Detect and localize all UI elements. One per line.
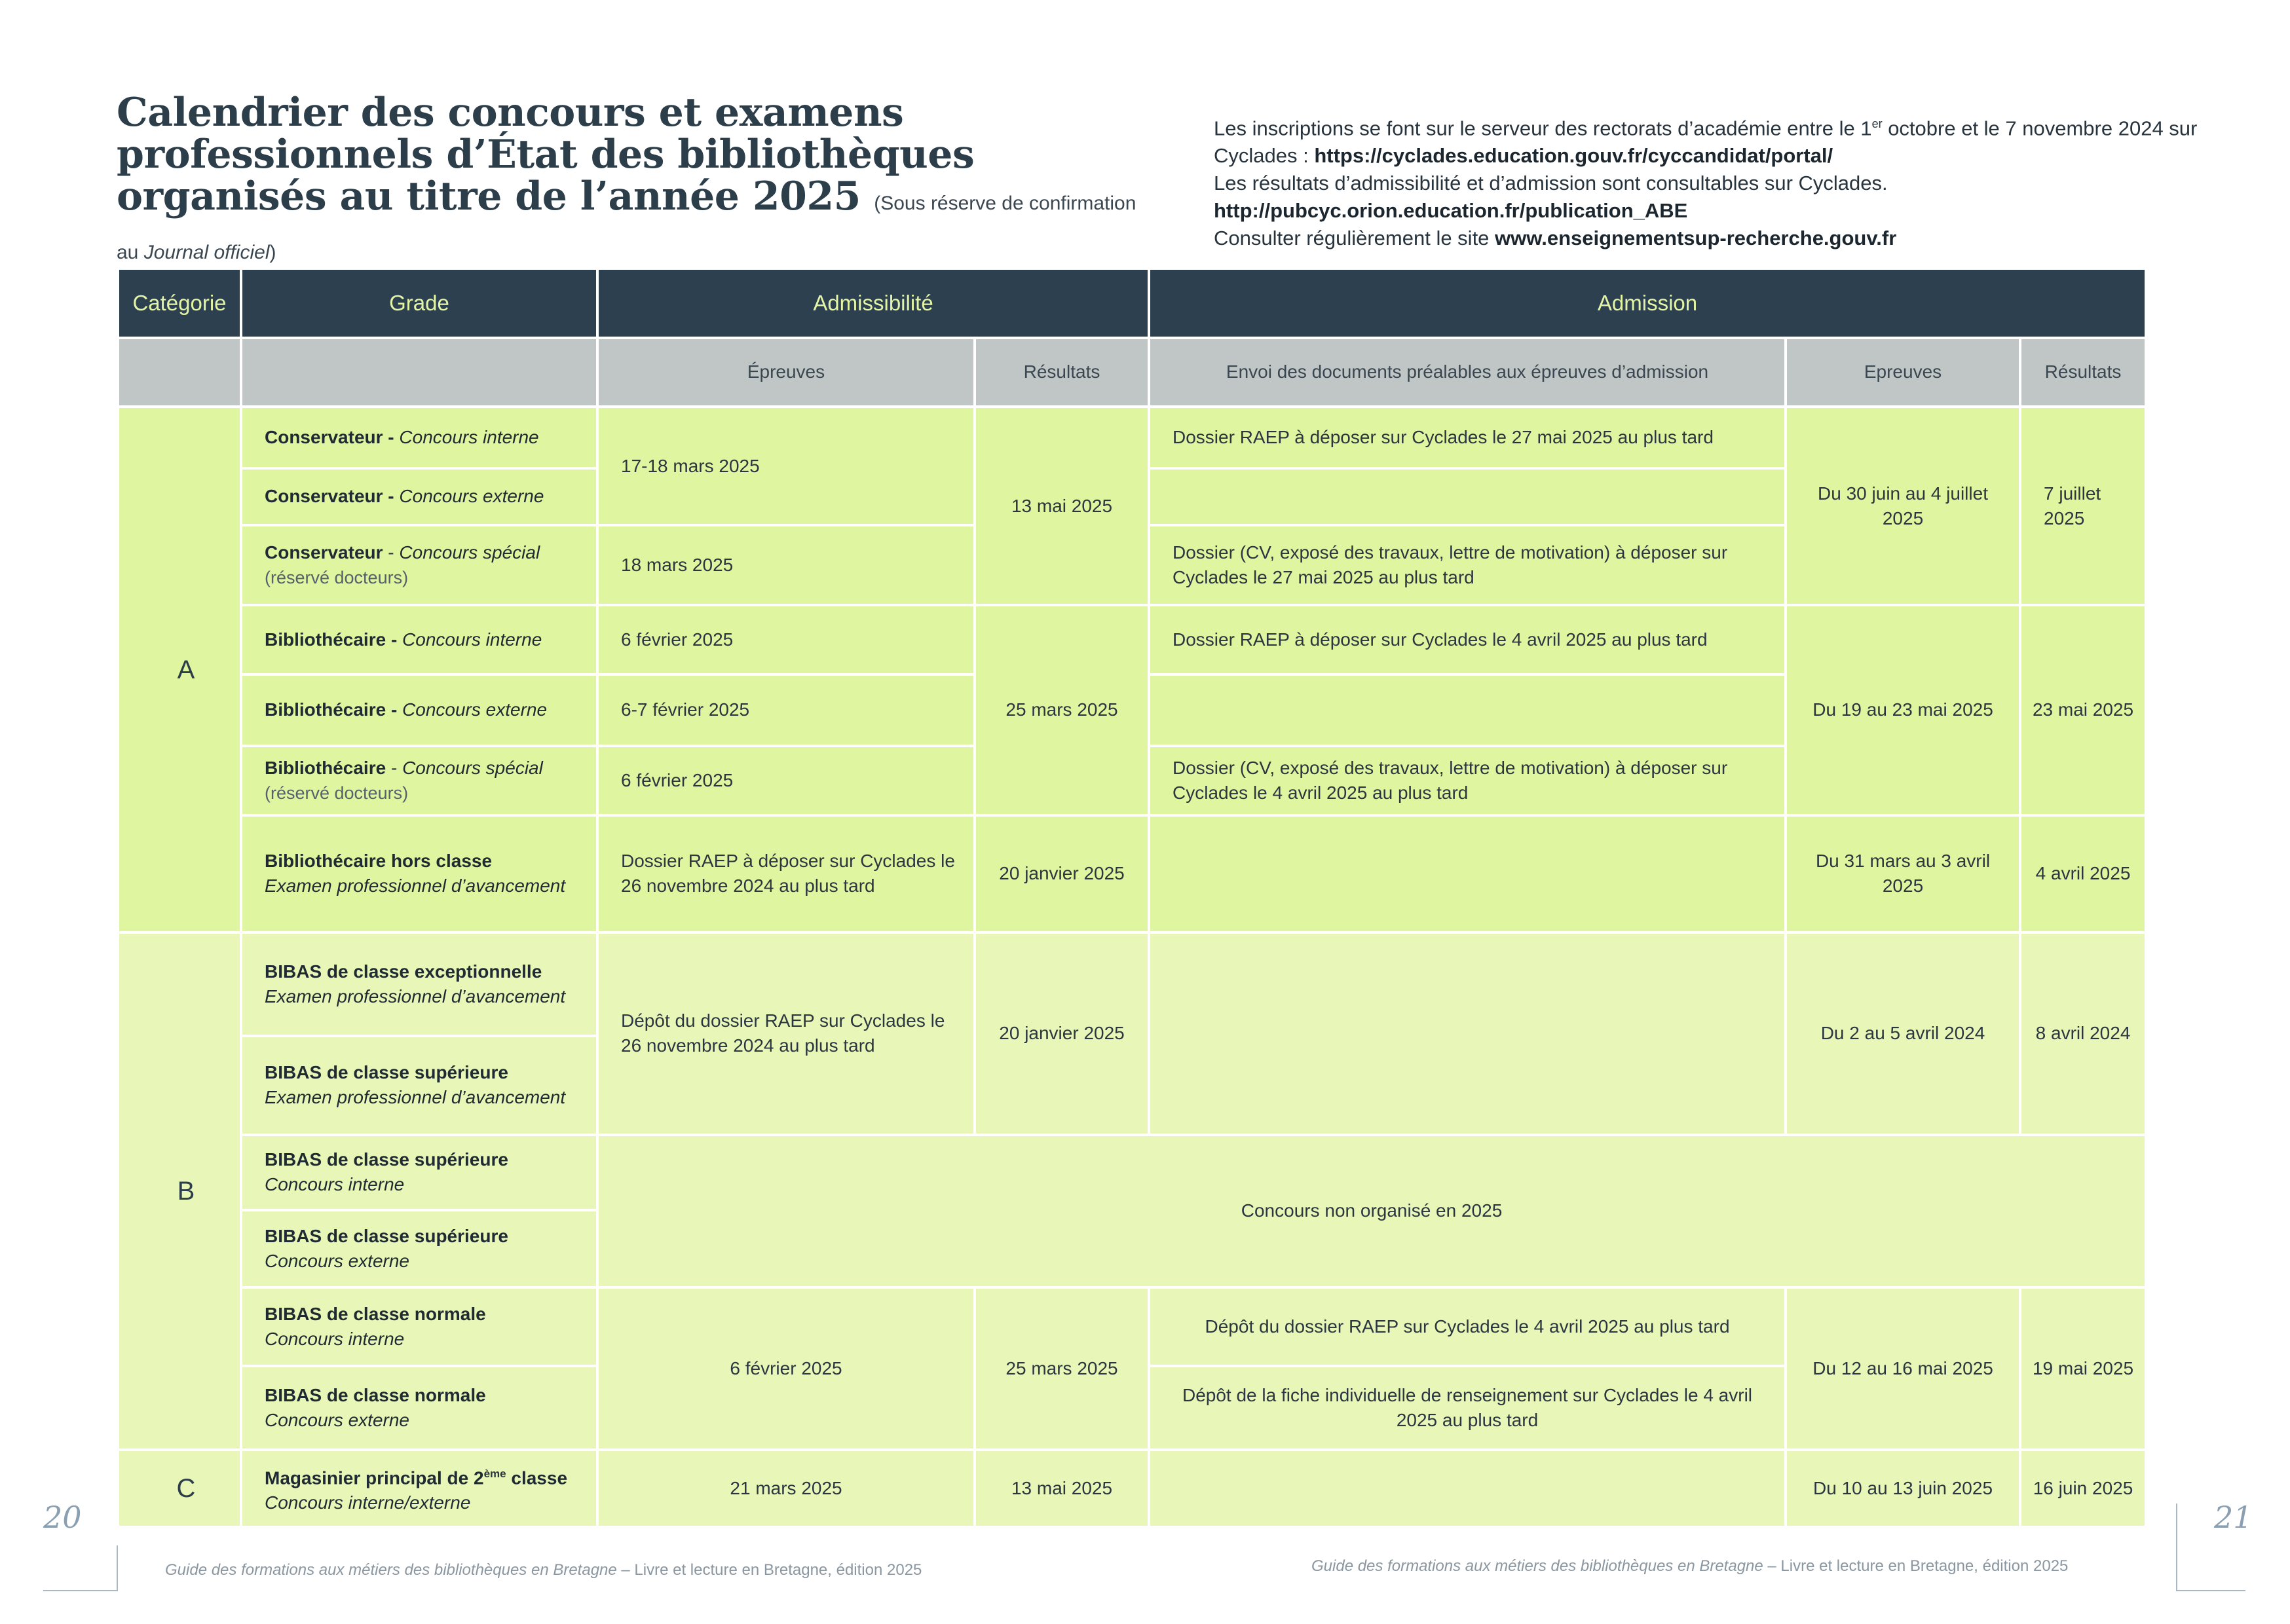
page-number-right: 21 [2214,1500,2253,1535]
grade-type: Concours spécial [399,542,540,563]
admissibilite-epreuves: 6 février 2025 [597,746,975,815]
grade-name: BIBAS de classe supérieure [265,1226,508,1247]
info-line-3: Les résultats d’admissibilité et d’admission sont consultables sur Cyclades. [1214,172,1888,195]
grade-cell [241,1450,597,1527]
grade-name: BIBAS de classe normale [265,1304,486,1325]
grade-name: BIBAS de classe normale [265,1385,486,1406]
admissibilite-resultats: 13 mai 2025 [975,407,1149,605]
calendar-table [117,267,2147,1528]
admission-epreuves: Du 19 au 23 mai 2025 [1786,605,2020,815]
admissibilite-epreuves: 17-18 mars 2025 [597,407,975,525]
footer-right [1311,1557,2068,1576]
grade-sep: - [386,758,403,779]
admissibilite-resultats: 25 mars 2025 [975,1287,1149,1450]
page-title-text: Calendrier des concours et examens professionnels d’État des bibliothèques organisés au titre de l’année 2025 [117,90,975,219]
table-header-row [118,268,2146,338]
grade-sep: - [383,542,400,563]
info-block [1214,110,2236,252]
grade-name: Bibliothécaire [265,758,386,779]
non-organise-cell: Concours non organisé en 2025 [597,1135,2146,1288]
category-b: B [118,932,241,1450]
grade-name-end: classe [506,1467,568,1488]
admission-resultats: 7 juillet 2025 [2020,407,2146,605]
admission-epreuves: Du 10 au 13 juin 2025 [1786,1450,2020,1527]
subheader-resultats-admission: Résultats [2020,338,2146,407]
grade-name-sup: ème [483,1467,506,1480]
grade-cell [241,1366,597,1450]
subheader-envoi: Envoi des documents préalables aux épreuves d’admission [1149,338,1786,407]
grade-type: Concours externe [265,1251,410,1272]
grade-cell [241,1135,597,1211]
grade-name: BIBAS de classe supérieure [265,1149,508,1170]
info-line-4 [1214,197,2236,225]
admissibilite-epreuves: Dépôt du dossier RAEP sur Cyclades le 26 novembre 2024 au plus tard [597,932,975,1135]
category-c: C [118,1450,241,1527]
admission-envoi: Dossier RAEP à déposer sur Cyclades le 4 avril 2025 au plus tard [1149,605,1786,674]
info-line-1-sup: er [1871,117,1883,130]
admission-epreuves: Du 31 mars au 3 avril 2025 [1786,815,2020,932]
info-line-5 [1214,225,2236,252]
admission-envoi: Dépôt du dossier RAEP sur Cyclades le 4 avril 2025 au plus tard [1149,1287,1786,1366]
info-line-2a: Cyclades : [1214,144,1315,168]
grade-cell [241,525,597,605]
info-line-1 [1214,110,2236,142]
table-subheader-row [118,338,2146,407]
grade-type: Concours spécial [402,758,543,779]
grade-type: Concours interne [402,629,542,650]
grade-cell [241,468,597,525]
admissibilite-epreuves: 6 février 2025 [597,605,975,674]
admission-envoi-empty [1149,815,1786,932]
admission-epreuves: Du 2 au 5 avril 2024 [1786,932,2020,1135]
admission-resultats: 23 mai 2025 [2020,605,2146,815]
table-row [118,815,2146,932]
table-row [118,407,2146,468]
grade-name: Conservateur - [265,427,400,447]
admissibilite-resultats: 20 janvier 2025 [975,932,1149,1135]
grade-cell [241,1036,597,1134]
admission-epreuves: Du 12 au 16 mai 2025 [1786,1287,2020,1450]
admission-epreuves: Du 30 juin au 4 juillet 2025 [1786,407,2020,605]
grade-type: Concours interne/externe [265,1492,471,1513]
admissibilite-resultats: 25 mars 2025 [975,605,1149,815]
grade-type: Concours externe [402,699,548,720]
admission-envoi-empty [1149,1450,1786,1527]
grade-type: Concours interne [265,1174,405,1195]
admission-envoi-empty [1149,932,1786,1135]
footer-left [165,1561,922,1579]
reserve-prefix: (Sous réserve de confirmation au [117,193,1136,263]
admission-resultats: 16 juin 2025 [2020,1450,2146,1527]
reserve-italic: Journal officiel [143,242,270,263]
grade-type: Concours externe [399,486,544,507]
admission-envoi: Dossier RAEP à déposer sur Cyclades le 27 mai 2025 au plus tard [1149,407,1786,468]
admissibilite-epreuves: 6 février 2025 [597,1287,975,1450]
grade-type: Concours interne [399,427,539,447]
footer-right-italic: Guide des formations aux métiers des bibliothèques en Bretagne [1311,1557,1763,1575]
subheader-epreuves-admission: Epreuves [1786,338,2020,407]
grade-cell [241,674,597,747]
subheader-epreuves: Épreuves [597,338,975,407]
reserve-suffix: ) [269,242,276,263]
header-admissibilite: Admissibilité [597,268,1149,338]
admission-resultats: 19 mai 2025 [2020,1287,2146,1450]
page-number-left: 20 [43,1500,82,1535]
category-a: A [118,407,241,932]
grade-type: Examen professionnel d’avancement [265,1087,566,1108]
table-row [118,1287,2146,1366]
grade-name: Bibliothécaire - [265,629,403,650]
info-line-1b: octobre et le 7 novembre 2024 sur [1882,117,2198,140]
grade-name: Conservateur - [265,486,400,507]
grade-name: BIBAS de classe supérieure [265,1062,508,1083]
table-row [118,1450,2146,1527]
admission-resultats: 4 avril 2025 [2020,815,2146,932]
admissibilite-epreuves: 21 mars 2025 [597,1450,975,1527]
admission-envoi-empty [1149,674,1786,747]
info-line-2 [1214,142,2236,170]
grade-cell [241,746,597,815]
grade-cell [241,605,597,674]
admission-envoi: Dépôt de la fiche individuelle de renseignement sur Cyclades le 4 avril 2025 au plus tard [1149,1366,1786,1450]
admission-envoi: Dossier (CV, exposé des travaux, lettre de motivation) à déposer sur Cyclades le 27 mai 2025 au plus tard [1149,525,1786,605]
cyclades-link[interactable]: https://cyclades.education.gouv.fr/cyccandidat/portal/ [1314,144,1833,168]
grade-cell [241,932,597,1036]
footer-left-italic: Guide des formations aux métiers des bibliothèques en Bretagne [165,1561,617,1579]
header-grade: Grade [241,268,597,338]
table-row [118,1135,2146,1211]
corner-mark-right [2176,1504,2245,1591]
header-admission: Admission [1149,268,2146,338]
grade-cell [241,815,597,932]
admission-envoi-empty [1149,468,1786,525]
footer-right-rest: – Livre et lecture en Bretagne, édition 2025 [1763,1557,2069,1575]
grade-type: Examen professionnel d’avancement [265,876,566,896]
grade-type: Concours externe [265,1410,410,1431]
admissibilite-resultats: 13 mai 2025 [975,1450,1149,1527]
admissibilite-epreuves: Dossier RAEP à déposer sur Cyclades le 26 novembre 2024 au plus tard [597,815,975,932]
table-row [118,932,2146,1036]
header-categorie: Catégorie [118,268,241,338]
subheader-empty-1 [118,338,241,407]
corner-mark-left [43,1545,118,1591]
pubcyc-link[interactable]: http://pubcyc.orion.education.fr/publication_ABE [1214,199,1688,223]
grade-name: Conservateur [265,542,383,563]
grade-name: Bibliothécaire - [265,699,403,720]
grade-name: BIBAS de classe exceptionnelle [265,961,542,982]
table-row [118,605,2146,674]
grade-note: (réservé docteurs) [265,783,409,803]
subheader-empty-2 [241,338,597,407]
admissibilite-epreuves: 18 mars 2025 [597,525,975,605]
grade-note: (réservé docteurs) [265,568,409,588]
grade-name: Magasinier principal de 2 [265,1467,484,1488]
footer-left-rest: – Livre et lecture en Bretagne, édition 2025 [616,1561,922,1579]
grade-cell [241,407,597,468]
admissibilite-resultats: 20 janvier 2025 [975,815,1149,932]
grade-type: Concours interne [265,1329,405,1350]
grade-name: Bibliothécaire hors classe [265,851,493,872]
page-title [117,92,1138,274]
enseignementsup-link[interactable]: www.enseignementsup-recherche.gouv.fr [1495,227,1897,250]
admission-resultats: 8 avril 2024 [2020,932,2146,1135]
grade-cell [241,1210,597,1287]
subheader-resultats: Résultats [975,338,1149,407]
admissibilite-epreuves: 6-7 février 2025 [597,674,975,747]
grade-type: Examen professionnel d’avancement [265,986,566,1006]
grade-cell [241,1287,597,1366]
info-line-5a: Consulter régulièrement le site [1214,227,1495,250]
info-line-1a: Les inscriptions se font sur le serveur des rectorats d’académie entre le 1 [1214,117,1872,140]
admission-envoi: Dossier (CV, exposé des travaux, lettre de motivation) à déposer sur Cyclades le 4 avril 2025 au plus tard [1149,746,1786,815]
